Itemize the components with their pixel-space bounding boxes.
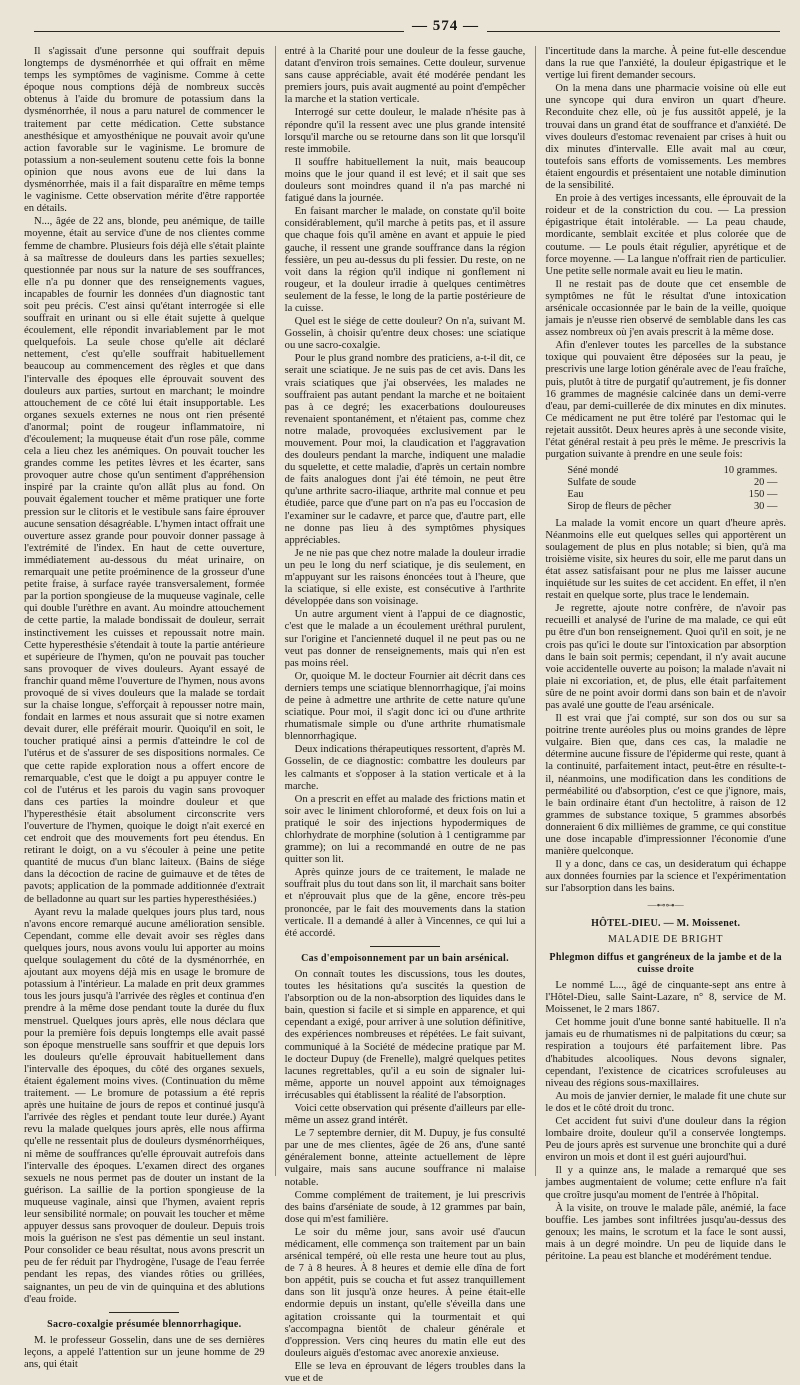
col2-para-9: Or, quoique M. le docteur Fournier ait décrit dans ces derniers temps une sciatique blennorrhagique, j'ai moins de peine à admettre une arthrite de cette nature qu'une sciatique. Pour moi, il s'agit donc ici ou d'une arthrite rhumatismale simple ou d'une arthrite rhumatismale blennorrhagique. (284, 670, 526, 743)
col2-para-11: On a prescrit en effet au malade des frictions matin et soir avec le liniment chloroformé, et deux fois on lui a pratiqué le soir des injections hypodermiques de chlorhydrate de morphine (solution à 1 centigramme par gramme); on lui a recommandé en outre de ne pas quitter son lit. (284, 793, 526, 866)
col3-para-10: Le nommé L..., âgé de cinquante-sept ans entre à l'Hôtel-Dieu, salle Saint-Lazare, n° 8, service de M. Moissenet, le 2 mars 1867. (545, 979, 787, 1016)
column-3 (535, 46, 787, 1262)
prescription-row (567, 501, 777, 513)
rx-qty: 10 grammes. (723, 465, 778, 477)
col3-para-4: Il ne restait pas de doute que cet ensemble de symptômes ne fût le résultat d'une intoxication arsénicale occasionnée par le bain de la veille, quoique jamais je n'eusse rien observé de semblable dans les cas assez nombreux où j'en avais prescrit à la même dose. (545, 278, 787, 339)
col2-para-14: Voici cette observation qui présente d'ailleurs par elle-même un assez grand intérêt. (284, 1102, 526, 1127)
section-title-hotel-dieu: HÔTEL-DIEU. — M. Moissenet. (591, 917, 741, 929)
col2-para-18: Elle se leva en éprouvant de légers troubles dans la vue et de (284, 1360, 526, 1385)
rx-item: Sirop de fleurs de pêcher (567, 501, 672, 513)
page-header (24, 14, 786, 40)
col2-para-16: Comme complément de traitement, je lui prescrivis des bains d'arséniate de soude, à 12 grammes par bain, dose qui m'est familière. (284, 1189, 526, 1225)
col1-tail: M. le professeur Gosselin, dans une de ses dernières leçons, a appelé l'attention sur un jeune homme de 29 ans, qui était (24, 1334, 265, 1371)
rx-item: Séné mondé (567, 465, 619, 477)
col2-para-13: On connaît toutes les discussions, tous les doutes, toutes les hésitations qu'a suscités la question de l'absorption ou de la non-absorption des liquides dans le bain, question si facile et si simple en apparence, et qui cependant a exigé, pour arriver à une solution définitive, des expériences nombreuses et répétées. Le fait suivant, communiqué à la Société de médecine pratique par M. le docteur Dupuy (de Frenelle), malgré quelques petites lacunes regrettables, qu'il a eu soin de signaler lui-même, apporte un nouvel appoint aux témoignages irrécusables qui établissent la réalité de l'absorption. (284, 968, 526, 1101)
col2-para-5: Quel est le siége de cette douleur? On n'a, suivant M. Gosselin, à choisir qu'entre deux choses: une sciatique ou une sacro-coxalgie. (284, 316, 526, 352)
column-1 (24, 46, 265, 1371)
rx-qty: 30 — (753, 501, 778, 513)
rx-qty: 150 — (748, 489, 778, 501)
col2-para-7: Je ne nie pas que chez notre malade la douleur irradie un peu le long du nerf sciatique, je dis seulement, en m'appuyant sur les raisons énoncées tout à l'heure, que la sciatique, si elle existe, est consécutive à l'arthrite développée dans son voisinage. (284, 547, 526, 608)
section-title-bain-arsenical: Cas d'empoisonnement par un bain arsénical. (301, 952, 509, 964)
section-divider (370, 946, 440, 947)
col2-para-17: Le soir du même jour, sans avoir usé d'aucun médicament, elle commença son traitement par un bain arsénical tempéré, où elle resta une heure tout au plus, de 7 à 8 heures. À 8 heures et demie elle dîna de fort bon appétit, puis se coucha et fut assez tranquillement dans son lit jusqu'à onze heures. À peine était-elle endormie depuis un instant, qu'elle s'éveilla dans une agitation croissante qui la tourmentait et qui s'accompagna bientôt de chaleur générale et d'oppression. Vers cinq heures du matin elle eut des douleurs aiguës d'estomac avec anorexie anxieuse. (284, 1226, 526, 1359)
col3-para-8: Il est vrai que j'ai compté, sur son dos ou sur sa poitrine trente auréoles plus ou moins grandes de lèpre vulgaire. Bien que, dans ces cas, la maladie ne détermine aucune fissure de l'épiderme qui reste, quant à la continuité, parfaitement intact, peut-être en résulte-t-il, néanmoins, une modification dans les conditions de perméabilité ou d'absorption, c'est ce que j'ignore, mais, le bain ordinaire étant d'un hectolitre, à raison de 12 grammes de substance toxique, 5 grammes absorbés donneraient 6 dix millièmes de gramme, ce qui constitue une dose incapable d'impressionner l'économie d'une manière quelconque. (545, 713, 787, 858)
prescription-table (567, 465, 786, 513)
section-divider (109, 1312, 179, 1313)
col3-para-9: Il y a donc, dans ce cas, un desideratum qui échappe aux données fournies par la science et l'expérimentation sur l'absorption dans les bains. (545, 859, 787, 895)
col3-para-11: Cet homme jouit d'une bonne santé habituelle. Il n'a jamais eu de rhumatismes ni de palpitations du cœur; sa respiration a toujours été parfaitement libre. Pas d'habitudes alcooliques. Nous devons signaler, cependant, l'existence de cicatrices scrofuleuses au niveau des régions sous-maxillaires. (545, 1017, 787, 1089)
rx-qty: 20 — (753, 477, 778, 489)
col3-para-2: On la mena dans une pharmacie voisine où elle eut une syncope qui dura environ un quart d'heure. Reconduite chez elle, où je fus aussitôt appelé, je la trouvai dans un grand état de souffrance et d'anxiété. De vives douleurs d'estomac revenaient par crises à huit ou dix minutes d'intervalle. Elle avait mal au cœur, toutefois sans efforts de vomissements. Les membres étaient engourdis et présentaient une notable diminution de la sensibilité. (545, 83, 787, 192)
prescription-row (567, 465, 777, 477)
column-2 (275, 46, 526, 1385)
prescription-row (567, 489, 777, 501)
col2-para-15: Le 7 septembre dernier, dit M. Dupuy, je fus consulté par une de mes clientes, âgée de 26 ans, d'une santé généralement bonne, atteinte actuellement de lèpre vulgaire, mais sans aucune souffrance ni malaise notable. (284, 1128, 526, 1188)
prescription-row (567, 477, 777, 489)
col2-para-1: entré à la Charité pour une douleur de la fesse gauche, datant d'environ trois semaines. Cette douleur, survenue sans cause appréciable, avait été modérée pendant les premiers jours, puis avait augmenté au point d'empêcher la marche et la station verticale. (284, 46, 526, 106)
col3-para-7: Je regrette, ajoute notre confrère, de n'avoir pas recueilli et analysé de l'urine de ma malade, ce qui eût pu être d'un bon renseignement. Quoi qu'il en soit, je ne crois pas qu'ici le doute sur l'intoxication par absorption dans le bain soit permis; cependant, il n'y avait aucune voie accidentelle ouverte au poison; la malade n'avait ni plaie ni excoriation, et, de plus, elle était parfaitement sûre de ne point avoir dormi dans son bain et de n'avoir pas avalé une goutte de l'eau arsénicale. (545, 603, 787, 711)
col2-para-2: Interrogé sur cette douleur, le malade n'hésite pas à répondre qu'il la ressent avec une plus grande intensité lorsqu'il marche ou se retourne dans son lit que lorsqu'il reste immobile. (284, 107, 526, 155)
col2-para-10: Deux indications thérapeutiques ressortent, d'après M. Gosselin, de ce diagnostic: combattre les douleurs par les calmants et s'opposer à la station verticale et à la marche. (284, 744, 526, 792)
col2-para-12: Après quinze jours de ce traitement, le malade ne souffrait plus du tout dans son lit, il marchait sans boiter et n'éprouvait plus que de la gêne, encore très-peu prononcée, par le fait des mouvements dans la station verticale. Il a demandé à aller à Vincennes, ce qui lui a été accordé. (284, 867, 526, 939)
col3-para-6: La malade la vomit encore un quart d'heure après. Néanmoins elle eut quelques selles qui apportèrent un soulagement de plus en plus notable; si bien, qu'à ma troisième visite, six heures du soir, elle me parut dans un état assez satisfaisant pour ne plus me laisser aucune inquiétude sur les suites de cet accident. En effet, il n'en restait en quelque sorte, plus trace le lendemain. (545, 517, 787, 602)
page-number: — 574 — (404, 18, 487, 35)
col1-para-1: Il s'agissait d'une personne qui souffrait depuis longtemps de dysménorrhée et qui offrait en même temps les symptômes de vaginisme. Comme à cette époque nous comptions déjà de nombreux succès obtenus à l'aide du bromure de potassium dans la dysménorrhée, il nous a paru naturel de commencer le traitement par cette médication. Cette substance anesthésique et amyosthénique ne pouvait avoir qu'une action favorable sur le vaginisme. Le bromure de potassium a non-seulement soutenu cette fois la bonne opinion que nous avons eue de lui dans la dysménorrhée, mais il a fait disparaître en même temps le vaginisme. Cette observation mérite d'être rapportée en détails. (24, 46, 265, 215)
col2-para-6: Pour le plus grand nombre des praticiens, a-t-il dit, ce serait une sciatique. Je ne suis pas de cet avis. Dans les vrais sciatiques que j'ai observées, les malades ne souffraient pas autant pendant la marche et ne boitaient pas à ce degré; les exacerbations douloureuses revenaient spontanément, et n'étaient pas, comme chez notre malade, provoquées exclusivement par le mouvement. Pour moi, la claudication et l'aggravation des douleurs pendant la marche, indiquent une maladie du squelette, et cette maladie, d'après un certain nombre de faits analogues dont j'ai été témoin, ne peut être qu'une arthrite sacro-iliaque, arthrite mal connue et peu étudiée, parce que d'une part on n'a pas eu l'occasion de l'examiner sur le cadavre, et parce que, d'autre part, elle ne donne pas lieu à des symptômes physiques appréciables. (284, 353, 526, 546)
col3-para-3: En proie à des vertiges incessants, elle éprouvait de la roideur et de la constriction du cou. — La pression épigastrique était intolérable. — La peau chaude, mordicante, semblait excitée et plus colorée que de coutume. — Le pouls était régulier, apyrétique et de force moyenne. — La langue n'offrait rien de particulier. Une petite selle normale avait eu lieu le matin. (545, 193, 787, 277)
col2-para-3: Il souffre habituellement la nuit, mais beaucoup moins que le jour quand il est levé; et il sait que ses douleurs sont moindres quand il n'a pas marché ni fatigué dans la journée. (284, 156, 526, 205)
col3-para-14: Il y a quinze ans, le malade a remarqué que ses jambes augmentaient de volume; cette enflure n'a fait que croître jusqu'au moment de l'entrée à l'hôpital. (545, 1165, 787, 1201)
col3-para-15: À la visite, on trouve le malade pâle, anémié, la face bouffie. Les jambes sont infiltrées jusqu'au-dessus des genoux; les mains, le scrotum et la face le sont aussi, mais à un degré moindre. Un peu de liquide dans le péritoine. La peau est blanche et modérément tendue. (545, 1202, 787, 1262)
col3-para-13: Cet accident fut suivi d'une douleur dans la région lombaire droite, douleur qu'il a conservée longtemps. Peu de jours après est survenue une bronchite qui a duré environ un mois et dont il est guéri aujourd'hui. (545, 1115, 787, 1164)
subhead-maladie-bright: MALADIE DE BRIGHT (608, 933, 724, 945)
ornament-divider: —⊷⊶— (647, 900, 684, 911)
col1-para-3: Ayant revu la malade quelques jours plus tard, nous n'avons encore remarqué aucune amélioration sensible. Cependant, comme elle devait avoir ses règles dans quelques jours, nous avons voulu lui apporter au moins quelque soulagement du côté de la dysménorrhée, en ajoutant aux moyens déjà mis en usage le bromure de potassium à l'intérieur. La malade en prit deux grammes tous les jours jusqu'à l'arrivée des règles et continua d'en prendre à la même dose pendant toute la durée du flux menstruel. Quelques jours après, elle nous déclara que pour la première fois depuis longtemps elle avait passé son époque menstruelle sans souffrir et que depuis lors les douleurs qu'elle éprouvait habituellement dans l'intervalle des époques, du côté des organes sexuels, étaient également moins vives. (Continuation du même traitement. — Le bromure de potassium a été repris après une huitaine de jours de repos et continué jusqu'à l'arrivée des règles et pendant toute leur durée.) Ayant revu la malade quelques jours après, elle nous affirma qu'elle ne ressentait plus de douleurs dysménorrhéiques, ni même de souffrances qu'elle éprouvait autrefois dans l'intervalle des époques. L'examen direct des organes sexuels ne nous permet pas de douter un instant de la guérison. La saillie de la portion spongieuse de la muqueuse vaginale, ainsi que l'hymen, avaient repris leur sensibilité normale; on pouvait les toucher et même appuyer dessus sans provoquer de douleur. Depuis trois mois la guérison ne s'est pas démentie un seul instant. Pour consolider ce beau résultat, nous avons prescrit un peu de fer réduit par l'hydrogène, l'usage de l'eau ferrée pendant les repas, des viandes rôties ou grillées, saignantes, un peu de vin de quinquina et des ablutions d'eau froide. (24, 906, 265, 1305)
rx-item: Sulfate de soude (567, 477, 637, 489)
case-title: Phlegmon diffus et gangréneux de la jambe et de la cuisse droite (549, 951, 782, 975)
col1-para-2: N..., âgée de 22 ans, blonde, peu anémique, de taille moyenne, était au service d'une de nos clientes comme femme de chambre. Plusieurs fois déjà elle s'était plainte à sa maîtresse de douleurs dans les parties sexuelles; questionnée par nous sur la nature de ses souffrances, elle n'a pu donner que des renseignements vagues, incapables de fournir les données d'un diagnostic tant soit peu précis. C'est ainsi qu'étant interrogée si elle souffrait en urinant ou si elle était sujette à quelque écoulement, elle répondit invariablement par le mot quelquefois. La seule chose qu'elle ait déclaré nettement, c'est qu'elle souffrait habituellement beaucoup au commencement des règles et que dans l'intervalle des époques elle éprouvait souvent des douleurs aux parties, surtout en marchant; le moindre attouchement de ce côté lui était insupportable. Les organes sexuels externes ne nous ont rien présenté d'anormal; point de rougeur inflammatoire, ni d'écoulement; la muqueuse était d'un rose pâle, comme cela a lieu chez les anémiques. On pouvait toucher les grandes comme les petites lèvres et les écarter, sans provoquer autre chose qu'un sentiment d'appréhension inspiré par la crainte qu'on allât plus au fond. On pouvait également toucher et même pratiquer une forte pression sur le clitoris et le vestibule sans faire éprouver aucune sensation désagréable. L'hymen intact offrait une ouverture assez grande pour pouvoir donner passage à l'extrémité de l'index. En haut de cette ouverture, immédiatement au-dessous du méat urinaire, on remarquait une petite proéminence de la grosseur d'une petite fraise, à surface rayée transversalement, formée par la portion spongieuse de la muqueuse vaginale, celle qui double l'urèthre en avant. Au moindre attouchement de cette partie, la malade bondissait de douleur, serrait instinctivement les cuisses et repoussait notre main. Cette hyperesthésie s'étendait à toute la partie antérieure et supérieure de l'hymen, qu'on ne pouvait pas toucher sans provoquer de vives douleurs. Ayant essayé de franchir quand même l'ouverture de l'hymen, nous avons provoqué de si vives douleurs que la malade se tordait sur la chaise longue, s'efforçait à repousser notre main, fondait en larmes et nous assurait que si notre examen devait durer, elle préférait mourir. Quoiqu'il en soit, le toucher pratiqué ainsi a permis d'atteindre le col de l'utérus et de s'assurer de ses dispositions normales. Ce que cette rapide exploration nous a offert encore de remarquable, c'est que le doigt a pu appuyer contre le col de l'utérus et les parois du vagin sans provoquer dans ces parties la moindre douleur et que l'hyperesthésie était absolument circonscrite vers l'ouverture de l'hymen, quoique le doigt n'ait exercé en cet endroit que des mouvements fort peu étendus. En retirant le doigt, on a vu s'écouler à peine une petite quantité de mucus d'un blanc laiteux. (Bains de siége dans la décoction de racine de guimauve et de têtes de pavots; application de la pommade additionnée d'extrait de belladonne au quart sur les parties hyperesthésiées.) (24, 216, 265, 905)
section-title-sacro-coxalgie: Sacro-coxalgie présumée blennorrhagique. (47, 1318, 242, 1330)
rx-item: Eau (567, 489, 584, 501)
col3-para-12: Au mois de janvier dernier, le malade fit une chute sur le dos et le côté droit du tronc. (545, 1090, 787, 1114)
col2-para-4: En faisant marcher le malade, on constate qu'il boite considérablement, qu'il marche à petits pas, et il assure que chaque fois qu'il amène en avant et appuie le pied gauche, il ressent une grande souffrance dans la région fessière, un peu au-dessus du pli fessier. Du reste, on ne voit dans la région qu'il indique ni gonflement ni rougeur, et la douleur irradie à quelques centimètres seulement de la fesse, le long de la partie postérieure de la cuisse. (284, 206, 526, 314)
col3-para-5: Afin d'enlever toutes les parcelles de la substance toxique qui pouvaient être déposées sur la peau, je prescrivis une large lotion générale avec de l'eau fraîche, puis, plutôt à titre de purgatif qu'autrement, je fis donner 16 grammes de magnésie calcinée dans un demi-verre d'eau, par demi-cuillerée de dix minutes en dix minutes. Ce médicament ne put être toléré par l'estomac qui le rejetait aussitôt. Deux heures après à une seconde visite, l'état général restait à peu près le même. Je prescrivis la purgation suivante à prendre en une seule fois: (545, 340, 787, 461)
col2-para-8: Un autre argument vient à l'appui de ce diagnostic, c'est que le malade a un écoulement uréthral purulent, sur l'origine et l'ancienneté duquel il ne peut pas ou ne veut pas donner de renseignements, mais qui n'en est pas moins réel. (284, 609, 526, 669)
columns (24, 46, 787, 1385)
col3-para-1: l'incertitude dans la marche. À peine fut-elle descendue dans la rue que l'anxiété, la douleur épigastrique et le vertige lui firent demander secours. (545, 46, 787, 82)
